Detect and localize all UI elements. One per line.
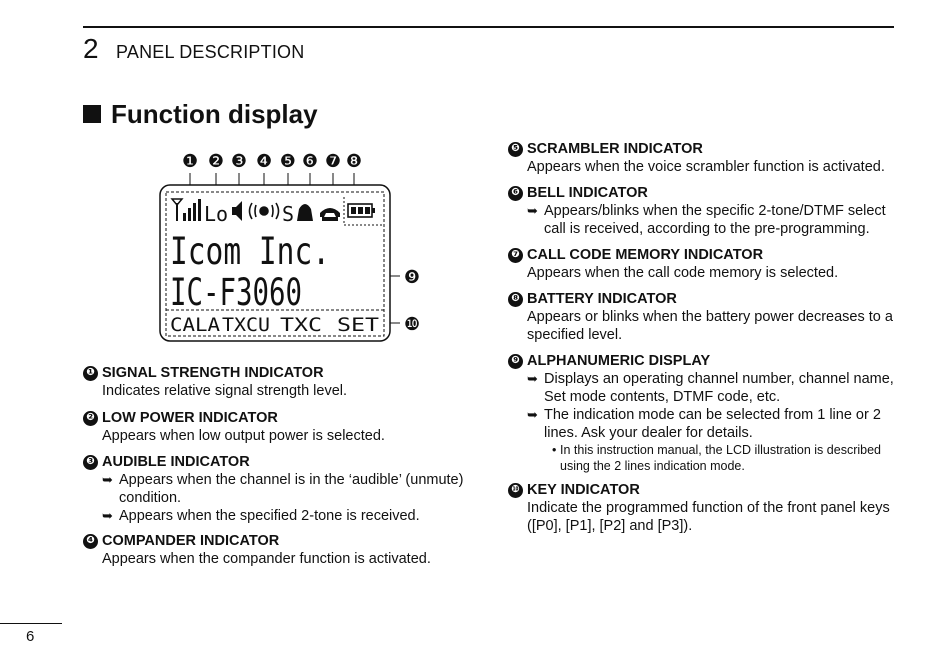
bullet-text: Appears when the channel is in the ‘audible’ (unmute) condition.	[119, 472, 464, 506]
item-call-code-memory	[508, 246, 896, 282]
callout-7: ❼	[324, 151, 342, 172]
note-text: In this instruction manual, the LCD illustration is described using the 2 lines indication mode.	[560, 443, 881, 473]
item-number: ❸	[83, 455, 98, 470]
key-label-p1: TXCU	[222, 314, 270, 336]
item-title: SCRAMBLER INDICATOR	[527, 141, 703, 157]
item-description: Indicate the programmed function of the front panel keys ([P0], [P1], [P2] and [P3]).	[527, 500, 890, 534]
item-title: CALL CODE MEMORY INDICATOR	[527, 247, 764, 263]
arrow-bullet-icon: ➥	[527, 203, 538, 218]
item-battery	[508, 290, 896, 344]
dot-bullet-icon: •	[552, 443, 557, 457]
bullet-text: The indication mode can be selected from 1 line or 2 lines. Ask your dealer for details.	[544, 407, 881, 441]
item-title: AUDIBLE INDICATOR	[102, 454, 250, 470]
low-power-icon: Lo	[204, 202, 229, 226]
item-description: Appears when the voice scrambler function is activated.	[527, 159, 885, 175]
item-title: KEY INDICATOR	[527, 482, 640, 498]
callout-8: ❽	[345, 151, 363, 172]
item-title: ALPHANUMERIC DISPLAY	[527, 353, 711, 369]
callout-3: ❸	[230, 151, 248, 172]
bullet-text: Displays an operating channel number, channel name, Set mode contents, DTMF code, etc.	[544, 371, 894, 405]
item-title: BELL INDICATOR	[527, 185, 648, 201]
item-description: Appears when the compander function is activated.	[102, 551, 431, 567]
item-number: ❼	[508, 248, 523, 263]
callout-1: ❶	[181, 151, 199, 172]
callout-10: ❿	[403, 314, 421, 335]
item-signal-strength	[83, 364, 473, 400]
arrow-bullet-icon: ➥	[102, 508, 113, 523]
item-key-indicator	[508, 481, 896, 535]
item-title: LOW POWER INDICATOR	[102, 410, 278, 426]
item-compander	[83, 532, 473, 568]
item-description: Indicates relative signal strength level.	[102, 383, 348, 399]
callout-4: ❹	[255, 151, 273, 172]
item-number: ❾	[508, 354, 523, 369]
item-title: COMPANDER INDICATOR	[102, 533, 280, 549]
item-number: ❺	[508, 142, 523, 157]
chapter-title: PANEL DESCRIPTION	[116, 42, 305, 62]
item-number: ❿	[508, 483, 523, 498]
item-scrambler	[508, 140, 896, 176]
section-title	[83, 98, 318, 130]
key-label-p0: CALA	[170, 314, 221, 336]
lcd-illustration	[150, 147, 430, 347]
item-alphanumeric-display	[508, 352, 896, 474]
item-number: ❹	[83, 534, 98, 549]
page-number: 6	[26, 628, 35, 645]
callout-6: ❻	[301, 151, 319, 172]
item-description: Appears when the call code memory is selected.	[527, 265, 839, 281]
key-label-p3: SET	[337, 314, 379, 336]
item-description: Appears or blinks when the battery power decreases to a specified level.	[527, 309, 893, 343]
scrambler-icon: S	[282, 202, 295, 226]
callout-5: ❺	[279, 151, 297, 172]
bullet-text: Appears/blinks when the specific 2-tone/DTMF select call is received, according to the pre-programming.	[544, 203, 886, 237]
item-low-power	[83, 409, 473, 445]
lcd-line-1: Icom Inc.	[170, 230, 330, 273]
arrow-bullet-icon: ➥	[527, 407, 538, 422]
item-number: ❷	[83, 411, 98, 426]
lcd-line-2: IC-F3060	[170, 271, 302, 314]
footer-rule	[0, 623, 62, 624]
chapter-number: 2	[83, 33, 99, 64]
item-number: ❶	[83, 366, 98, 381]
header-rule	[83, 26, 894, 28]
item-title: SIGNAL STRENGTH INDICATOR	[102, 365, 324, 381]
item-title: BATTERY INDICATOR	[527, 291, 677, 307]
item-number: ❽	[508, 292, 523, 307]
bullet-text: Appears when the specified 2-tone is received.	[119, 508, 420, 524]
callout-2: ❷	[207, 151, 225, 172]
arrow-bullet-icon: ➥	[527, 371, 538, 386]
item-description: Appears when low output power is selected.	[102, 428, 385, 444]
item-audible	[83, 453, 473, 525]
section-title-text: Function display	[111, 99, 318, 129]
key-label-p2: TXC	[280, 314, 322, 336]
item-number: ❻	[508, 186, 523, 201]
arrow-bullet-icon: ➥	[102, 472, 113, 487]
item-bell	[508, 184, 896, 238]
lcd-figure	[150, 147, 430, 347]
callout-9: ❾	[403, 267, 421, 288]
square-bullet-icon	[83, 105, 101, 123]
